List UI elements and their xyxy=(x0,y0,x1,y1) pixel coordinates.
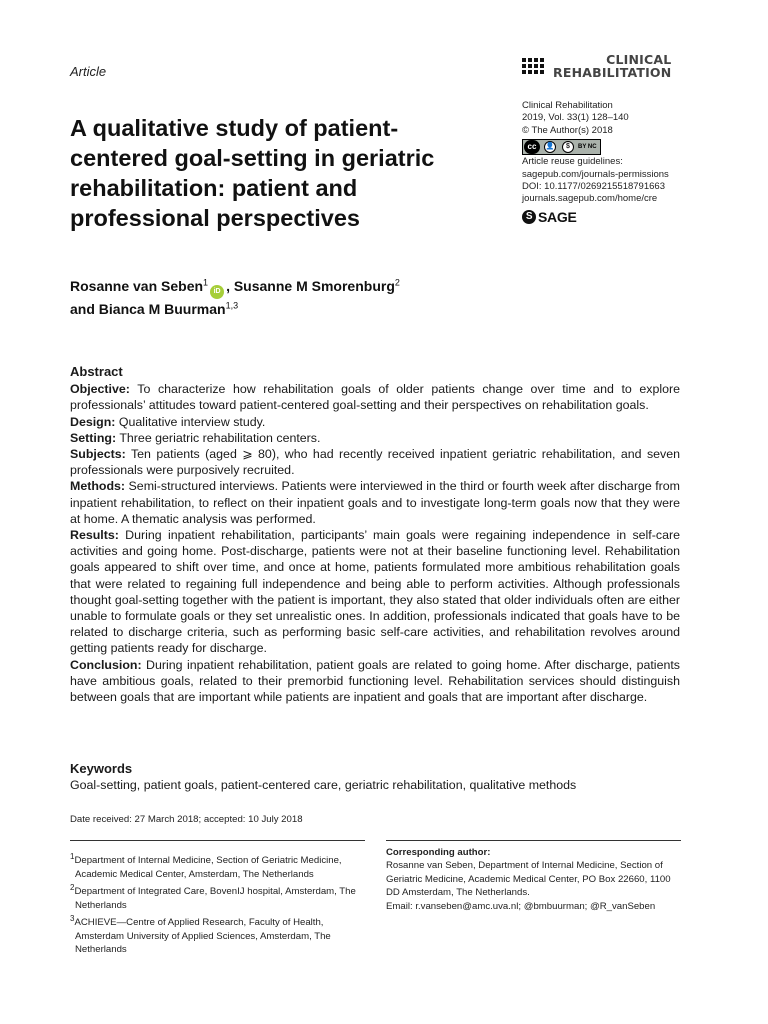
cc-badge-text: BY NC xyxy=(578,144,597,151)
author-affiliation-mark: 1,3 xyxy=(225,300,239,311)
affiliation-item: $^2$Department of Integrated Care, BovenIJ hospital, Amsterdam, The Netherlands xyxy=(70,883,356,911)
corresponding-author-heading: Corresponding author: xyxy=(386,847,491,858)
corresponding-author xyxy=(386,846,686,913)
date-received: Date received: 27 March 2018; accepted: 10 July 2018 xyxy=(70,814,303,825)
journal-logo xyxy=(522,53,671,79)
reuse-link[interactable]: sagepub.com/journals-permissions xyxy=(522,168,669,180)
author-affiliation-mark: 1 xyxy=(203,277,209,288)
keywords-heading: Keywords xyxy=(70,761,133,776)
affiliation-item: $^3$ACHIEVE—Centre of Applied Research, Faculty of Health, Amsterdam University of Applied Sciences, Amsterdam, The Netherlands xyxy=(70,914,331,955)
abstract-section-subjects: Subjects: Ten patients (aged ⩾ 80), who had recently received inpatient geriatric rehabilitation, and seven professionals were purposively recruited. xyxy=(70,447,681,478)
abstract-section-setting: Setting: Three geriatric rehabilitation centers. xyxy=(70,430,321,445)
copyright: © The Author(s) 2018 xyxy=(522,124,613,136)
author-name[interactable]: Susanne M Smorenburg xyxy=(233,278,395,294)
author-name[interactable]: Rosanne van Seben xyxy=(70,278,204,294)
abstract-section-results: Results: During inpatient rehabilitation, participants’ main goals were regaining independence in self-care activities and going home. Post-discharge, patients were not at their baseline functioning level. Rehabilitation goals appeared to shift over time, and once at home, patients formulated more ambitious rehabilitation goals that were related to regaining full independence and being able to perform activities. Although professionals thought goal-setting together with the patient is important, they also stated that older individuals often are either unable to formulate goals or they set unrealistic ones. In addition, professionals indicated that goals have to be related to discharge criteria, such as performing basic self-care activities, and rehabilitation revolves around getting patients ready for discharge. xyxy=(70,528,680,656)
journal-url[interactable]: journals.sagepub.com/home/cre xyxy=(522,193,658,205)
keywords-list: Goal-setting, patient goals, patient-centered care, geriatric rehabilitation, qualitative methods xyxy=(70,778,577,793)
affiliations xyxy=(70,850,370,956)
reuse-label: Article reuse guidelines: xyxy=(522,156,623,168)
article-type-label: Article xyxy=(70,64,107,79)
author-list: Rosanne van Seben$^1$iD , Susanne M Smorenburg$^2$ and Bianca M Buurman$^{1,3}$ xyxy=(70,277,400,318)
by-icon: 👤 xyxy=(544,141,556,153)
doi[interactable]: DOI: 10.1177/0269215518791663 xyxy=(522,181,665,193)
publisher-logo: S SAGE xyxy=(522,210,722,224)
corresponding-author-address: Rosanne van Seben, Department of Internal Medicine, Section of Geriatric Medicine, Academic Medical Center, PO Box 22660, 1100 DD Amsterdam, The Netherlands. xyxy=(386,860,671,899)
author-name[interactable]: Bianca M Buurman xyxy=(98,301,226,318)
sage-logo-icon: S xyxy=(522,210,536,224)
abstract-section-design: Design: Qualitative interview study. xyxy=(70,414,266,429)
author-affiliation-mark: 2 xyxy=(394,277,400,288)
citation: 2019, Vol. 33(1) 128–140 xyxy=(522,112,629,124)
divider xyxy=(70,840,365,841)
abstract-heading: Abstract xyxy=(70,364,123,379)
divider xyxy=(386,840,681,841)
abstract-section-objective: Objective: To characterize how rehabilitation goals of older patients change over time and to explore professionals’ attitudes toward patient-centered goal-setting and their perspectives on rehabilitation goals. xyxy=(70,382,681,413)
abstract xyxy=(70,364,680,705)
article-title: A qualitative study of patient-centered goal-setting in geriatric rehabilitation: patient and professional perspectives xyxy=(70,115,435,231)
abstract-section-conclusion: Conclusion: During inpatient rehabilitation, patient goals are related to going home. After discharge, patients have ambitious goals, related to their premorbid functioning level. Rehabilitation services should distinguish between goals that are important while patients are inpatient and goals that are important after discharge. xyxy=(70,657,680,705)
orcid-icon[interactable]: iD xyxy=(210,285,224,299)
abstract-section-methods: Methods: Semi-structured interviews. Patients were interviewed in the third or fourth week after discharge from inpatient rehabilitation, to reflect on their inpatient goals and to investigate long-term goals now that they were at home. A thematic analysis was performed. xyxy=(70,479,680,526)
keywords xyxy=(70,761,680,793)
nc-icon: $ xyxy=(562,141,574,153)
affiliation-item: $^1$Department of Internal Medicine, Section of Geriatric Medicine, Academic Medical Center, Amsterdam, The Netherlands xyxy=(70,852,342,880)
creative-commons-badge-icon[interactable]: cc 👤 $ BY NC xyxy=(522,139,601,155)
journal-name: Clinical Rehabilitation xyxy=(522,100,613,111)
publication-meta xyxy=(522,100,722,224)
corresponding-author-email[interactable]: Email: r.vanseben@amc.uva.nl; @bmbuurman; @R_vanSeben xyxy=(386,900,656,912)
journal-logo-dots-icon xyxy=(522,58,544,74)
journal-logo-text: CLINICAL REHABILITATION xyxy=(553,52,672,80)
